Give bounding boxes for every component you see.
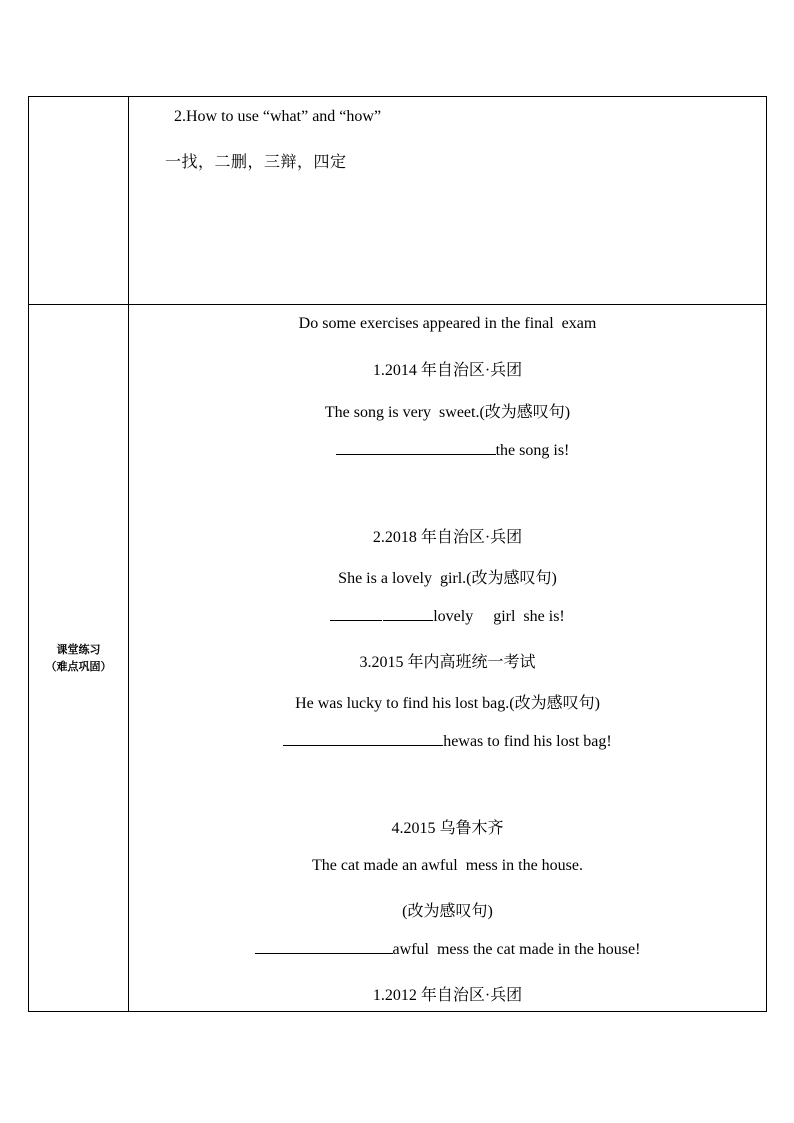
question-sentence: The cat made an awful mess in the house. bbox=[311, 857, 584, 874]
question-source: 2.2018 年自治区·兵团 bbox=[372, 529, 523, 546]
exercises-cell bbox=[129, 305, 767, 1012]
label-line-2: （难点巩固） bbox=[45, 660, 112, 673]
answer-tail: the song is! bbox=[495, 442, 570, 459]
answer-tail: hewas to find his lost bag! bbox=[443, 733, 612, 750]
question-source: 3.2015 年内高班统一考试 bbox=[359, 654, 536, 671]
answer-tail: lovely girl she is! bbox=[433, 608, 565, 625]
exercises-intro: Do some exercises appeared in the final exam bbox=[298, 315, 597, 332]
row-label-empty bbox=[29, 97, 129, 305]
lesson-table bbox=[28, 96, 767, 1012]
answer-line bbox=[129, 732, 766, 751]
table-row bbox=[29, 97, 767, 305]
question-instruction: (改为感叹句) bbox=[402, 903, 493, 920]
question-sentence: The song is very sweet.(改为感叹句) bbox=[324, 404, 571, 421]
answer-blank[interactable] bbox=[283, 732, 443, 746]
question-source: 1.2014 年自治区·兵团 bbox=[372, 362, 523, 379]
answer-line bbox=[129, 940, 766, 959]
answer-blank[interactable] bbox=[325, 940, 393, 954]
question-source: 4.2015 乌鲁木齐 bbox=[391, 820, 504, 837]
question-source: 1.2012 年自治区·兵团 bbox=[372, 987, 523, 1004]
label-line-1: 课堂练习 bbox=[56, 643, 101, 656]
answer-blank[interactable] bbox=[383, 607, 433, 621]
answer-blank[interactable] bbox=[336, 441, 496, 455]
table-row bbox=[29, 305, 767, 1012]
question-sentence: He was lucky to find his lost bag.(改为感叹句) bbox=[295, 695, 600, 712]
answer-blank[interactable] bbox=[255, 940, 325, 954]
steps-text: 一找，二删，三辩，四定 bbox=[165, 154, 347, 171]
answer-line bbox=[129, 607, 766, 626]
answer-line bbox=[129, 441, 766, 460]
question-sentence: She is a lovely girl.(改为感叹句) bbox=[338, 570, 557, 587]
row-content bbox=[129, 97, 767, 305]
section-title: 2.How to use “what” and “how” bbox=[174, 108, 382, 125]
answer-tail: awful mess the cat made in the house! bbox=[392, 941, 641, 958]
row-label bbox=[29, 305, 129, 1012]
answer-blank[interactable] bbox=[330, 607, 382, 621]
